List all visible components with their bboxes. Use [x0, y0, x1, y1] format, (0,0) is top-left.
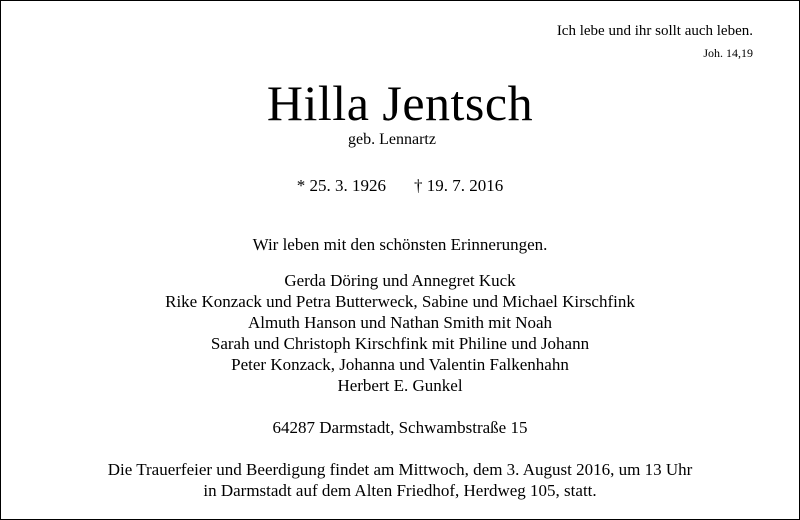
- mourner-line: Peter Konzack, Johanna und Valentin Falkenhahn: [231, 355, 569, 374]
- mourner-line: Gerda Döring und Annegret Kuck: [284, 271, 516, 290]
- mourner-line: Rike Konzack und Petra Butterweck, Sabine und Michael Kirschfink: [165, 292, 635, 311]
- life-dates: [1, 175, 799, 197]
- bible-verse-reference: Joh. 14,19: [703, 46, 753, 60]
- bible-verse: [557, 22, 753, 61]
- bible-verse-text: Ich lebe und ihr sollt auch leben.: [556, 23, 753, 39]
- deceased-name: Hilla Jentsch: [266, 75, 534, 131]
- mourner-line: Herbert E. Gunkel: [337, 376, 463, 395]
- mourners-list: [1, 270, 799, 396]
- mourner-line: Sarah und Christoph Kirschfink mit Philine und Johann: [210, 334, 590, 353]
- birth-date: * 25. 3. 1926: [296, 176, 386, 195]
- family-address: 64287 Darmstadt, Schwambstraße 15: [272, 418, 528, 437]
- funeral-line: Die Trauerfeier und Beerdigung findet am Mittwoch, dem 3. August 2016, um 13 Uhr: [107, 460, 693, 479]
- funeral-details: [1, 459, 799, 501]
- memorial-quote: Wir leben mit den schönsten Erinnerungen.: [252, 235, 548, 254]
- funeral-line: in Darmstadt auf dem Alten Friedhof, Herdweg 105, statt.: [203, 481, 597, 500]
- death-date: † 19. 7. 2016: [414, 176, 504, 195]
- maiden-name: geb. Lennartz: [348, 131, 436, 148]
- mourner-line: Almuth Hanson und Nathan Smith mit Noah: [247, 313, 553, 332]
